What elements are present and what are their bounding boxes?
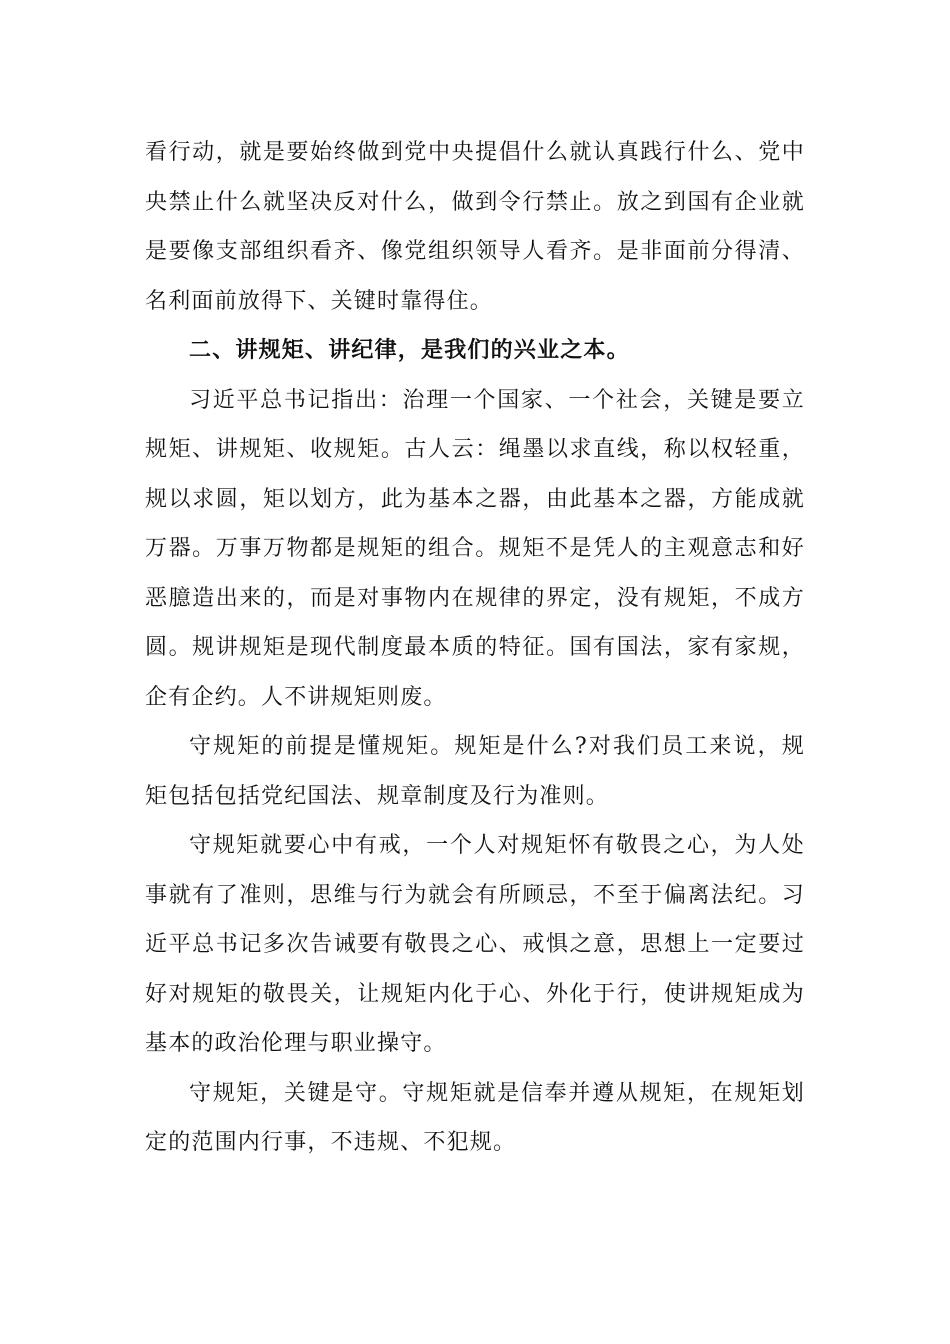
document-body xyxy=(145,128,805,1168)
paragraph: 习近平总书记指出：治理一个国家、一个社会，关键是要立规矩、讲规矩、收规矩。古人云：绳墨以求直线，称以权轻重，规以求圆，矩以划方，此为基本之器，由此基本之器，方能成就万器。万事万物都是规矩的组合。规矩不是凭人的主观意志和好恶臆造出来的，而是对事物内在规律的界定，没有规矩，不成方圆。规讲规矩是现代制度最本质的特征。国有国法，家有家规，企有企约。人不讲规矩则废。 xyxy=(145,387,805,710)
paragraph: 守规矩就要心中有戒，一个人对规矩怀有敬畏之心，为人处事就有了准则，思维与行为就会有所顾忌，不至于偏离法纪。习近平总书记多次告诫要有敬畏之心、戒惧之意，思想上一定要过好对规矩的敬畏关，让规矩内化于心、外化于行，使讲规矩成为基本的政治伦理与职业操守。 xyxy=(145,833,805,1056)
paragraph: 守规矩的前提是懂规矩。规矩是什么?对我们员工来说，规矩包括包括党纪国法、规章制度及行为准则。 xyxy=(145,734,805,809)
paragraph: 守规矩，关键是守。守规矩就是信奉并遵从规矩，在规矩划定的范围内行事，不违规、不犯规。 xyxy=(145,1080,805,1155)
paragraph-continued: 看行动，就是要始终做到党中央提倡什么就认真践行什么、党中央禁止什么就坚决反对什么，做到令行禁止。放之到国有企业就是要像支部组织看齐、像党组织领导人看齐。是非面前分得清、名利面前放得下、关键时靠得住。 xyxy=(145,140,805,314)
section-heading: 二、讲规矩、讲纪律，是我们的兴业之本。 xyxy=(189,337,630,363)
